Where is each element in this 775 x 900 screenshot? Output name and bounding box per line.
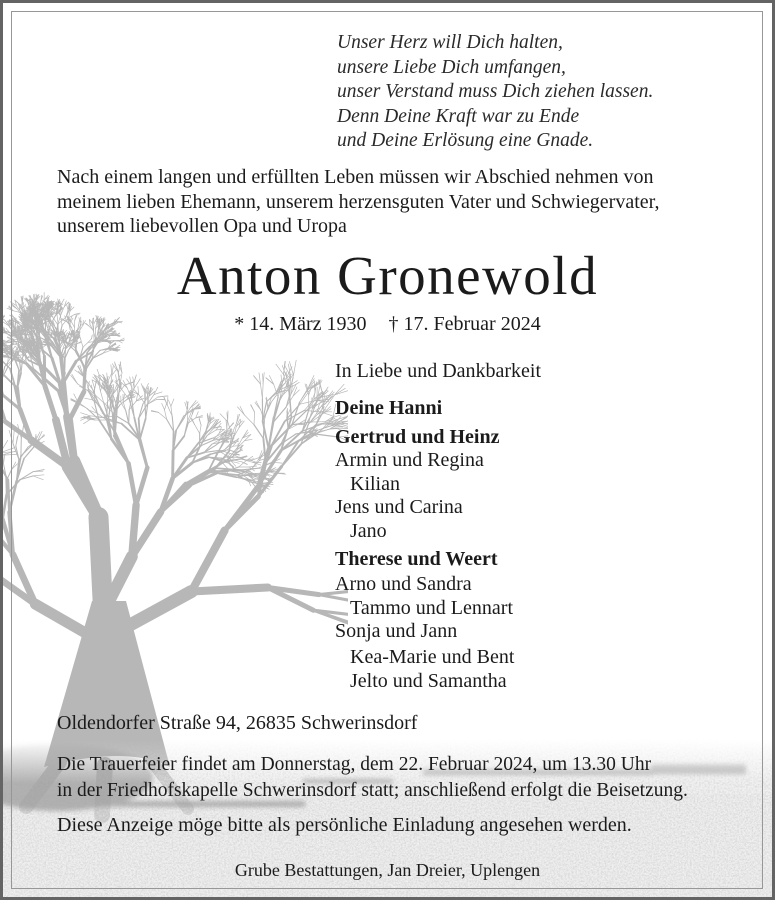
poem-line: Denn Deine Kraft war zu Ende: [337, 105, 580, 127]
mourner-name: Arno und Sandra: [335, 573, 472, 596]
funeral-line: in der Friedhofskapelle Schwerinsdorf statt; anschließend erfolgt die Beisetzung.: [57, 780, 688, 802]
mourner-name: Kea-Marie und Bent: [350, 645, 515, 668]
invitation-note: Diese Anzeige möge bitte als persönliche Einladung angesehen werden.: [57, 814, 632, 836]
mourner-name: Kilian: [350, 472, 400, 495]
funeral-home-credit: Grube Bestattungen, Jan Dreier, Uplengen: [234, 860, 541, 880]
mourner-name: Therese und Weert: [335, 547, 498, 570]
intro-line: unserem liebevollen Opa und Uropa: [57, 215, 347, 238]
mourner-name: Deine Hanni: [335, 397, 443, 419]
mourner-name: Jelto und Samantha: [350, 669, 507, 692]
deceased-name: Anton Gronewold: [176, 245, 599, 306]
funeral-details: [57, 752, 688, 805]
poem-line: unsere Liebe Dich umfangen,: [337, 56, 566, 78]
mourner-name: Gertrud und Heinz: [335, 425, 500, 448]
mourners-list: [335, 397, 514, 693]
intro-line: Nach einem langen und erfüllten Leben müssen wir Abschied nehmen von: [57, 166, 654, 188]
memorial-poem: [337, 31, 653, 154]
poem-line: unser Verstand muss Dich ziehen lassen.: [337, 81, 654, 102]
birth-date: * 14. März 1930: [234, 313, 367, 335]
address-line: Oldendorfer Straße 94, 26835 Schwerinsdorf: [57, 712, 418, 734]
closing-line: In Liebe und Dankbarkeit: [335, 360, 542, 382]
poem-line: und Deine Erlösung eine Gnade.: [337, 130, 594, 151]
mourner-name: Tammo und Lennart: [350, 596, 513, 619]
mourner-name: Sonja und Jann: [335, 620, 458, 643]
farewell-intro: [57, 165, 660, 239]
mourner-name: Jens und Carina: [335, 496, 463, 519]
life-dates: [0, 313, 775, 336]
poem-line: Unser Herz will Dich halten,: [337, 32, 563, 53]
funeral-line: Die Trauerfeier findet am Donnerstag, dem 22. Februar 2024, um 13.30 Uhr: [57, 754, 652, 775]
mourner-name: Jano: [350, 519, 387, 542]
intro-line: meinem lieben Ehemann, unserem herzensguten Vater und Schwiegervater,: [57, 190, 660, 213]
mourner-name: Armin und Regina: [335, 449, 484, 472]
death-date: † 17. Februar 2024: [388, 313, 541, 335]
